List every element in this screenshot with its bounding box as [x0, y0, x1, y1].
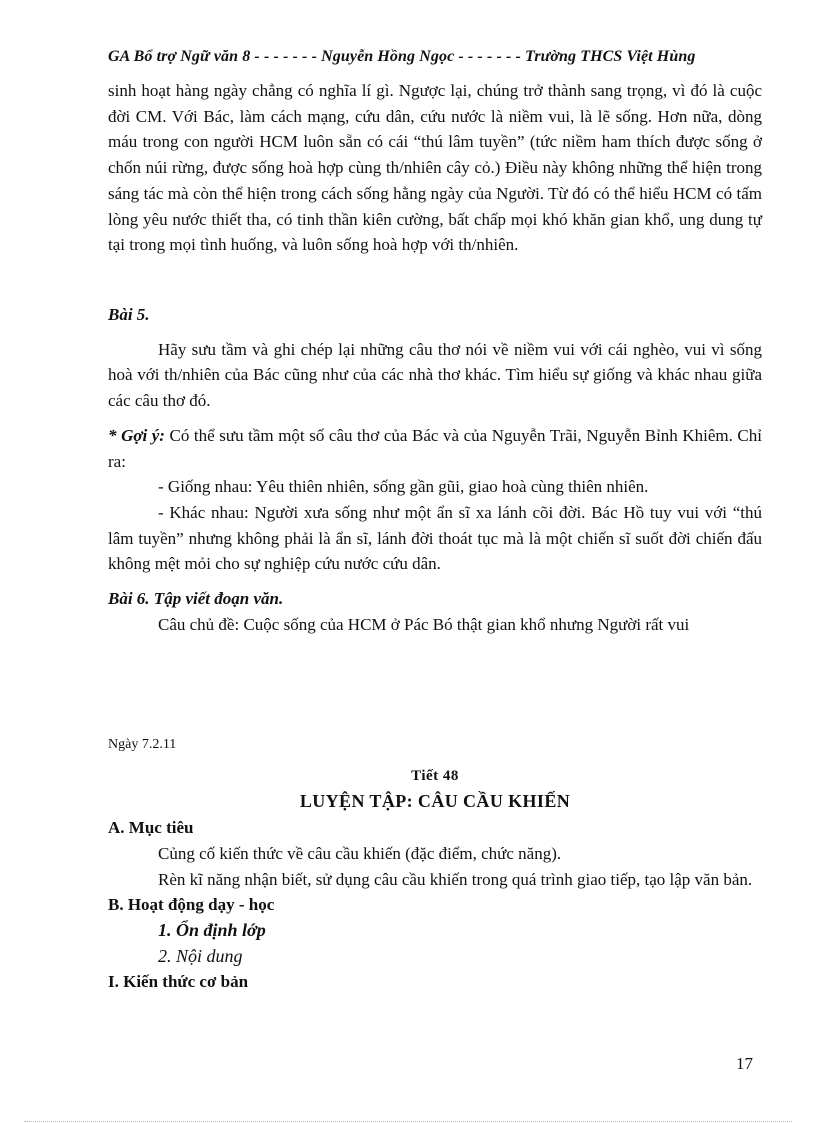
page-number: 17 [736, 1054, 753, 1073]
step-1: 1. Ổn định lớp [158, 919, 266, 940]
bai5-section [108, 302, 762, 637]
hint-label: * Gợi ý: [108, 425, 165, 445]
bai6-topic-sentence: Câu chủ đề: Cuộc sống của HCM ở Pác Bó thật gian khổ nhưng Người rất vui [158, 614, 690, 634]
goal-1: Củng cố kiến thức về câu cầu khiến (đặc điểm, chức năng). [158, 843, 562, 863]
bai5-similar: - Giống nhau: Yêu thiên nhiên, sống gần gũi, giao hoà cùng thiên nhiên. [158, 477, 649, 497]
step-2: 2. Nội dung [158, 945, 243, 966]
section-b-heading: B. Hoạt động dạy - học [108, 895, 275, 915]
lesson-title: LUYỆN TẬP: CÂU CẦU KHIẾN [299, 791, 571, 812]
hint-text: Có thể sưu tầm một số câu thơ của Bác và của Nguyễn Trãi, Nguyễn Bỉnh Khiêm. Chỉ ra: [108, 425, 762, 471]
bai6-heading: Bài 6. Tập viết đoạn văn. [108, 589, 284, 609]
section-a-heading: A. Mục tiêu [108, 818, 194, 838]
section-i-heading: I. Kiến thức cơ bản [108, 972, 249, 992]
intro-section [108, 78, 762, 258]
bai5-prompt: Hãy sưu tầm và ghi chép lại những câu thơ nói về niềm vui với cái nghèo, vui vì sống hoà với th/nhiên của Bác cũng như của các nhà thơ khác. Tìm hiểu sự giống và khác nhau giữa các câu thơ đó. [108, 339, 762, 411]
goal-2: Rèn kĩ năng nhận biết, sử dụng câu cầu khiến trong quá trình giao tiếp, tạo lập văn bản. [158, 869, 753, 889]
lesson-date: Ngày 7.2.11 [108, 737, 177, 752]
intro-paragraph: sinh hoạt hàng ngày chẳng có nghĩa lí gì. Ngược lại, chúng trở thành sang trọng, vì đó là cuộc đời CM. Với Bác, làm cách mạng, cứu dân, cứu nước là niềm vui, là lẽ sống. Hơn nữa, dòng máu trong con người HCM luôn sẵn có cái “thú lâm tuyền” (tức niềm ham thích được sống ở chốn núi rừng, được sống hoà hợp cùng th/nhiên cây cỏ.) Điều này không những thể hiện trong sáng tác mà còn thể hiện trong cách sống hằng ngày của Người. Từ đó có thể hiểu HCM có tấm lòng yêu nước thiết tha, có tinh thần kiên cường, bất chấp mọi khó khăn gian khổ, ung dung tự tại trong mọi tình huống, và luôn sống hoà hợp với th/nhiên. [108, 81, 762, 255]
footer-divider [24, 1121, 792, 1122]
bai5-hint [108, 423, 762, 474]
bai5-heading: Bài 5. [108, 305, 150, 324]
lesson-section [108, 732, 762, 995]
bai5-different: - Khác nhau: Người xưa sống như một ẩn sĩ xa lánh cõi đời. Bác Hồ tuy vui với “thú lâm tuyền” nhưng không phải là ẩn sĩ, lánh đời thoát tục mà là một chiến sĩ suốt đời chiến đấu không mệt mỏi cho sự nghiệp cứu nước cứu dân. [108, 502, 762, 574]
page-header: GA Bổ trợ Ngữ văn 8 - - - - - - - Nguyễn Hồng Ngọc - - - - - - - Trường THCS Việt Hùng [108, 48, 696, 65]
lesson-period: Tiết 48 [411, 767, 459, 784]
